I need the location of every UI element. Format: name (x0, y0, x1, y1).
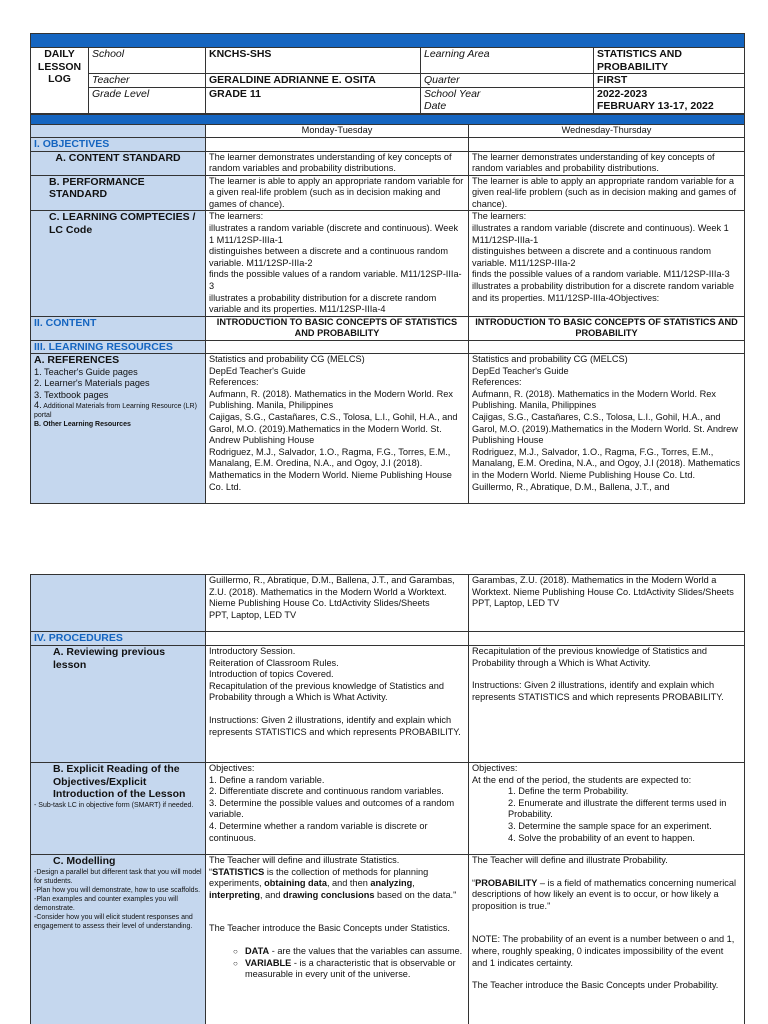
references-continued-day1: Guillermo, R., Abratique, D.M., Ballena, J.T., and Garambas, Z.U. (2018). Mathematics in the Modern World a Worktext. Nieme Publishing House Co. LtdActivity Slides/Sheets PPT, Laptop, LED TV (206, 575, 469, 632)
modelling-day1: The Teacher will define and illustrate Statistics. “STATISTICS is the collection of methods for planning experiments, obtaining data, and then analyzing, interpreting, and drawing conclusions based on the data." The Teacher introduce the Basic Concepts under Statistics. ○ DATA - are the values that the variables can assume. ○ VARIABLE - is a characteristic that is observable or measurable in every unit of the universe. (206, 855, 469, 1024)
modelling-note: -Design a parallel but different task that you will model for students. (34, 868, 202, 885)
day-column-1: Monday-Tuesday (206, 124, 469, 137)
resource-item: 2. Learner's Materials pages (34, 378, 150, 389)
school-value: KNCHS-SHS (206, 48, 421, 74)
explicit-reading-cell (31, 763, 206, 855)
data-definition: ○ DATA - are the values that the variables can assume. (209, 946, 465, 958)
date-label: Date (424, 100, 447, 112)
daily-lesson-log-title: DAILY LESSON LOG (31, 48, 89, 114)
learning-competencies-label: C. LEARNING COMPTECIES / LC Code (31, 211, 206, 316)
modelling-cell (31, 855, 206, 1024)
modelling-note: -Plan how you will demonstrate, how to use scaffolds. (34, 886, 201, 894)
references-continued-day2: Garambas, Z.U. (2018). Mathematics in the Modern World a Worktext. Nieme Publishing House Co. LtdActivity Slides/Sheets PPT, Laptop, LED TV (469, 575, 745, 632)
content-day2: INTRODUCTION TO BASIC CONCEPTS OF STATISTICS AND PROBABILITY (469, 316, 745, 340)
competencies-day1: The learners: illustrates a random variable (discrete and continuous). Week 1 M11/12SP-IIIa-1 distinguishes between a discrete and a continuous random variable. M11/12SP-IIIa-2 finds the possible values of a random variable. M11/12SP-IIIa-3 illustrates a probability distribution for a discrete random variable and its properties. M11/12SP-IIIa-4 (206, 211, 469, 316)
competencies-day2: The learners: illustrates a random variable (discrete and continuous). Week 1 M11/12SP-IIIa-1 distinguishes between a discrete and a continuous random variable. M11/12SP-IIIa-2 finds the possible values of a random variable. M11/12SP-IIIa-3 illustrates a probability distribution for a discrete random variable and its properties. M11/12SP-IIIa-4Objectives: (469, 211, 745, 316)
learning-resources-heading: III. LEARNING RESOURCES (31, 341, 206, 354)
performance-standard-label: B. PERFORMANCE STANDARD (31, 175, 206, 211)
days-header-blank (31, 124, 206, 137)
reviewing-day1: Introductory Session. Reiteration of Classroom Rules. Introduction of topics Covered. Recapitulation of the previous knowledge of Statistics and Probability through a Which is What Activity. Instructions: Given 2 illustrations, identify and explain which represents STATISTICS and which represents PROBABILITY. (206, 646, 469, 763)
school-year-value: 2022-2023 (597, 87, 648, 100)
explicit-reading-day2: Objectives: At the end of the period, the students are expected to: 1. Define the term Probability. 2. Enumerate and illustrate the different terms used in Probability. 3. Determine the sample space for an experiment. 4. Solve the probability of an event to happen. (469, 763, 745, 855)
school-year-label: School Year (424, 87, 481, 100)
teacher-value: GERALDINE ADRIANNE E. OSITA (206, 74, 421, 88)
explicit-reading-label: B. Explicit Reading of the Objectives/Explicit Introduction of the Lesson (53, 763, 186, 800)
grade-label: Grade Level (89, 87, 206, 113)
content-standard-label: A. CONTENT STANDARD (31, 151, 206, 175)
lesson-log-table-2 (30, 574, 745, 1024)
references-day1: Statistics and probability CG (MELCS) DepEd Teacher's Guide References: Aufmann, R. (2018). Mathematics in the Modern World. Rex Publishing. Manila, Philippines Cajigas, S.G., Castañares, C.S., Tolosa, L.I., Gohil, H.A., and Garol, M.O. (2019).Mathematics in the Modern World. St. Andrew Publishing House Rodriguez, M.J., Salvador, 1.O., Ragma, F.G., Torres, E.M., Manalang, E.M. Oredina, N.A., and Ogoy, J.I (2018). Mathematics in the Modern World. Nieme Publishing House Co. Ltd. (206, 354, 469, 504)
other-resources-label: B. Other Learning Resources (34, 421, 131, 429)
performance-standard-day1: The learner is able to apply an appropriate random variable for a given real-life problem (such as in decision making and games of chance). (206, 175, 469, 211)
performance-standard-day2: The learner is able to apply an appropriate random variable for a given real-life problem (such as in decision making and games of chance). (469, 175, 745, 211)
lesson-log-table-1 (30, 33, 745, 114)
content-heading: II. CONTENT (31, 316, 206, 340)
procedures-heading: IV. PROCEDURES (31, 632, 206, 646)
probability-definition: “PROBABILITY – is a field of mathematics concerning numerical descriptions of how likely an event is to occur, or how likely a proposition is true." (472, 877, 736, 911)
objectives-heading: I. OBJECTIVES (31, 137, 206, 151)
modelling-note: -Plan examples and counter examples you will demonstrate. (34, 895, 178, 912)
references-label-cell (31, 354, 206, 504)
variable-definition: ○ VARIABLE - is a characteristic that is observable or measurable in every unit of the universe. (209, 958, 465, 981)
learning-area-label: Learning Area (421, 48, 594, 74)
modelling-label: C. Modelling (53, 855, 116, 867)
date-value: FEBRUARY 13-17, 2022 (597, 100, 714, 112)
learning-area-value: STATISTICS AND PROBABILITY (594, 48, 745, 74)
blue-divider-bar (31, 114, 745, 124)
lesson-log-body-1 (30, 114, 745, 505)
school-label: School (89, 48, 206, 74)
content-standard-day1: The learner demonstrates understanding of key concepts of random variables and probability distributions. (206, 151, 469, 175)
day-column-2: Wednesday-Thursday (469, 124, 745, 137)
blue-header-bar (31, 34, 745, 48)
reviewing-lesson-label: A. Reviewing previous lesson (31, 646, 206, 763)
resource-item: 4. Additional Materials from Learning Resource (LR) portal (34, 400, 197, 420)
quarter-label: Quarter (421, 74, 594, 88)
resource-item: 1. Teacher's Guide pages (34, 366, 138, 377)
modelling-day2: The Teacher will define and illustrate Probability. “PROBABILITY – is a field of mathematics concerning numerical descriptions of how likely an event is to occur, or how likely a proposition is true." NOTE: The probability of an event is a number between o and 1, where, roughly speaking, 0 indicates impossibility of the event and 1 indicates certainty. The Teacher introduce the Basic Concepts under Probability. (469, 855, 745, 1024)
content-day1: INTRODUCTION TO BASIC CONCEPTS OF STATISTICS AND PROBABILITY (206, 316, 469, 340)
grade-value: GRADE 11 (206, 87, 421, 113)
teacher-label: Teacher (89, 74, 206, 88)
explicit-reading-note: - Sub-task LC in objective form (SMART) if needed. (34, 801, 194, 809)
content-standard-day2: The learner demonstrates understanding of key concepts of random variables and probability distributions. (469, 151, 745, 175)
references-day2: Statistics and probability CG (MELCS) DepEd Teacher's Guide References: Aufmann, R. (2018). Mathematics in the Modern World. Rex Publishing. Manila, Philippines Cajigas, S.G., Castañares, C.S., Tolosa, L.I., Gohil, H.A., and Garol, M.O. (2019).Mathematics in the Modern World. St. Andrew Publishing House Rodriguez, M.J., Salvador, 1.O., Ragma, F.G., Torres, E.M., Manalang, E.M. Oredina, N.A., and Ogoy, J.I (2018). Mathematics in the Modern World. Nieme Publishing House Co. Ltd. Guillermo, R., Abratique, D.M., Ballena, J.T., and (469, 354, 745, 504)
modelling-note: -Consider how you will elicit student responses and engagement to assess their level of understanding. (34, 913, 193, 930)
resource-item: 3. Textbook pages (34, 389, 109, 400)
references-label: A. REFERENCES (34, 354, 120, 366)
quarter-value: FIRST (594, 74, 745, 88)
lesson-log-page-2 (30, 574, 744, 1024)
reviewing-day2: Recapitulation of the previous knowledge of Statistics and Probability through a Which is What Activity. Instructions: Given 2 illustrations, identify and explain which represents STATISTICS and which represents PROBABILITY. (469, 646, 745, 763)
explicit-reading-day1: Objectives: 1. Define a random variable. 2. Differentiate discrete and continuous random variables. 3. Determine the possible values and outcomes of a random variable. 4. Determine whether a random variable is discrete or continuous. (206, 763, 469, 855)
lesson-log-page-1 (30, 33, 744, 504)
statistics-definition: “STATISTICS is the collection of methods for planning experiments, obtaining data, and then analyzing, interpreting, and drawing conclusions based on the data." (209, 866, 457, 900)
